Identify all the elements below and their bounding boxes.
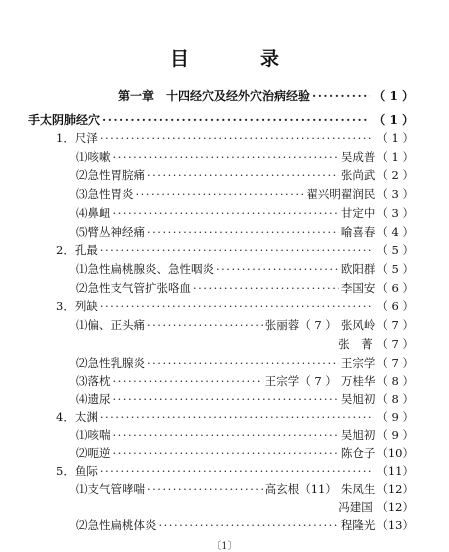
page-ref: （ 4 ） [376, 225, 414, 239]
entry-label: 列缺 [74, 299, 98, 313]
toc-item [76, 518, 414, 532]
item-number: ⑵ [76, 356, 88, 370]
item-label: 急性胃脘痛 [87, 168, 145, 182]
leader-dots [147, 318, 263, 332]
page-title: 目 录 [169, 48, 305, 70]
item-label: 遗尿 [87, 392, 111, 406]
item-author: 翟兴明翟润民 [306, 187, 376, 201]
leader-dots [147, 168, 339, 182]
leader-dots [113, 206, 339, 220]
item-number: ⑴ [76, 318, 88, 332]
item-label: 咳嗽 [87, 150, 111, 164]
leader-dots [147, 482, 263, 496]
item-author: 张风岭 [340, 318, 376, 332]
item-author-secondary: 张丽蓉（ 7 ） [264, 318, 337, 332]
page-ref: （ 5 ） [376, 262, 414, 276]
item-author: 吴旭初 [340, 428, 376, 442]
item-number: ⑷ [76, 206, 88, 220]
page-ref: （ 1 ） [376, 150, 414, 164]
page-ref: （12） [376, 500, 414, 514]
item-author: 冯建国 [338, 500, 373, 514]
leader-dots [113, 446, 339, 460]
item-author: 喻喜春 [340, 225, 376, 239]
item-number: ⑵ [76, 518, 88, 532]
item-label: 急性胃炎 [87, 187, 134, 201]
entry-label: 孔最 [74, 243, 98, 257]
toc-item [76, 281, 414, 295]
page-number-footer: 〔1〕 [211, 541, 238, 552]
item-label: 急性支气管扩张咯血 [87, 281, 191, 295]
entry-number: 1． [56, 131, 75, 145]
page-ref: （ 3 ） [376, 187, 414, 201]
item-label: 急性乳腺炎 [87, 356, 145, 370]
page-ref: （ 1 ） [373, 89, 414, 103]
toc-item-continuation [338, 500, 414, 514]
item-author: 张尚武 [340, 168, 376, 182]
toc-section [28, 113, 414, 127]
item-label: 偏、正头痛 [87, 318, 145, 332]
item-label: 呃逆 [87, 446, 111, 460]
leader-dots [113, 150, 339, 164]
toc-item [76, 187, 414, 201]
item-label: 急性扁桃腺炎、急性咽炎 [87, 262, 214, 276]
item-label: 咳喘 [87, 428, 111, 442]
page-ref: （ 6 ） [376, 299, 414, 313]
item-author: 欧阳群 [340, 262, 376, 276]
page-ref: （ 7 ） [376, 356, 414, 370]
toc-item [76, 150, 414, 164]
page-ref: （ 3 ） [376, 206, 414, 220]
toc-item [76, 374, 414, 388]
section-label: 手太阴肺经穴 [28, 113, 101, 127]
leader-dots [100, 299, 374, 313]
item-author: 朱凤生 [340, 482, 376, 496]
item-label: 急性扁桃体炎 [87, 518, 157, 532]
entry-label: 鱼际 [74, 464, 98, 478]
page-ref: （12） [376, 482, 414, 496]
item-author-secondary: 王宗学（ 7 ） [264, 374, 337, 388]
item-label: 落枕 [87, 374, 111, 388]
leader-dots [100, 464, 374, 478]
item-author-secondary: 高玄根（11） [264, 482, 337, 496]
toc-item [76, 318, 414, 332]
toc-chapter-1 [118, 89, 414, 103]
page-ref: （ 6 ） [376, 281, 414, 295]
item-number: ⑶ [76, 374, 88, 388]
entry-number: 3． [56, 299, 75, 313]
item-label: 臂丛神经痛 [87, 225, 145, 239]
toc-item [76, 482, 414, 496]
item-number: ⑵ [76, 281, 88, 295]
item-number: ⑸ [76, 225, 88, 239]
page-ref: （ 8 ） [376, 392, 414, 406]
item-number: ⑷ [76, 392, 88, 406]
page-ref: （10） [376, 446, 414, 460]
leader-dots [102, 113, 370, 127]
item-author: 王宗学 [340, 356, 376, 370]
toc-item-continuation [338, 337, 414, 351]
item-author: 陈仓子 [340, 446, 376, 460]
toc-item [76, 446, 414, 460]
leader-dots [113, 428, 339, 442]
item-author: 李国安 [340, 281, 376, 295]
leader-dots [193, 281, 339, 295]
leader-dots [113, 392, 339, 406]
leader-dots [100, 131, 374, 145]
item-number: ⑶ [76, 187, 88, 201]
page-ref: （ 8 ） [376, 374, 414, 388]
item-author: 张 菁 [338, 337, 373, 351]
leader-dots [113, 374, 263, 388]
page-ref: （11） [376, 464, 414, 478]
toc-item [76, 225, 414, 239]
page-ref: （ 1 ） [373, 113, 414, 127]
entry-label: 尺泽 [74, 131, 98, 145]
page-ref: （ 1 ） [376, 131, 414, 145]
toc-entry-4 [56, 410, 414, 424]
leader-dots [159, 518, 339, 532]
toc-entry-5 [56, 464, 414, 478]
leader-dots [147, 356, 339, 370]
item-number: ⑴ [76, 428, 88, 442]
item-number: ⑵ [76, 168, 88, 182]
page-ref: （13） [376, 518, 414, 532]
item-author: 万桂华 [340, 374, 376, 388]
toc-entry-1 [56, 131, 414, 145]
page-ref: （ 7 ） [376, 318, 414, 332]
page-ref: （ 2 ） [376, 168, 414, 182]
leader-dots [312, 89, 370, 103]
toc-item [76, 206, 414, 220]
toc-item [76, 392, 414, 406]
entry-label: 太渊 [74, 410, 98, 424]
item-label: 鼻衄 [87, 206, 111, 220]
toc-item [76, 356, 414, 370]
entry-number: 5． [56, 464, 75, 478]
item-author: 甘定中 [340, 206, 376, 220]
page-ref: （ 7 ） [376, 337, 414, 351]
item-number: ⑵ [76, 446, 88, 460]
leader-dots [136, 187, 305, 201]
item-number: ⑴ [76, 262, 88, 276]
toc-entry-2 [56, 243, 414, 257]
toc-item [76, 428, 414, 442]
item-number: ⑴ [76, 482, 88, 496]
item-author: 吴成普 [340, 150, 376, 164]
page-ref: （ 9 ） [376, 410, 414, 424]
item-author: 吴旭初 [340, 392, 376, 406]
page-ref: （ 5 ） [376, 243, 414, 257]
item-author: 程隆光 [340, 518, 376, 532]
item-number: ⑴ [76, 150, 88, 164]
page-ref: （ 9 ） [376, 428, 414, 442]
leader-dots [100, 410, 374, 424]
item-label: 支气管哮喘 [87, 482, 145, 496]
entry-number: 4． [56, 410, 75, 424]
toc-entry-3 [56, 299, 414, 313]
entry-number: 2． [56, 243, 75, 257]
chapter-label: 第一章 十四经穴及经外穴治病经验 [118, 89, 311, 103]
toc-item [76, 262, 414, 276]
leader-dots [100, 243, 374, 257]
toc-item [76, 168, 414, 182]
leader-dots [147, 225, 339, 239]
leader-dots [216, 262, 339, 276]
